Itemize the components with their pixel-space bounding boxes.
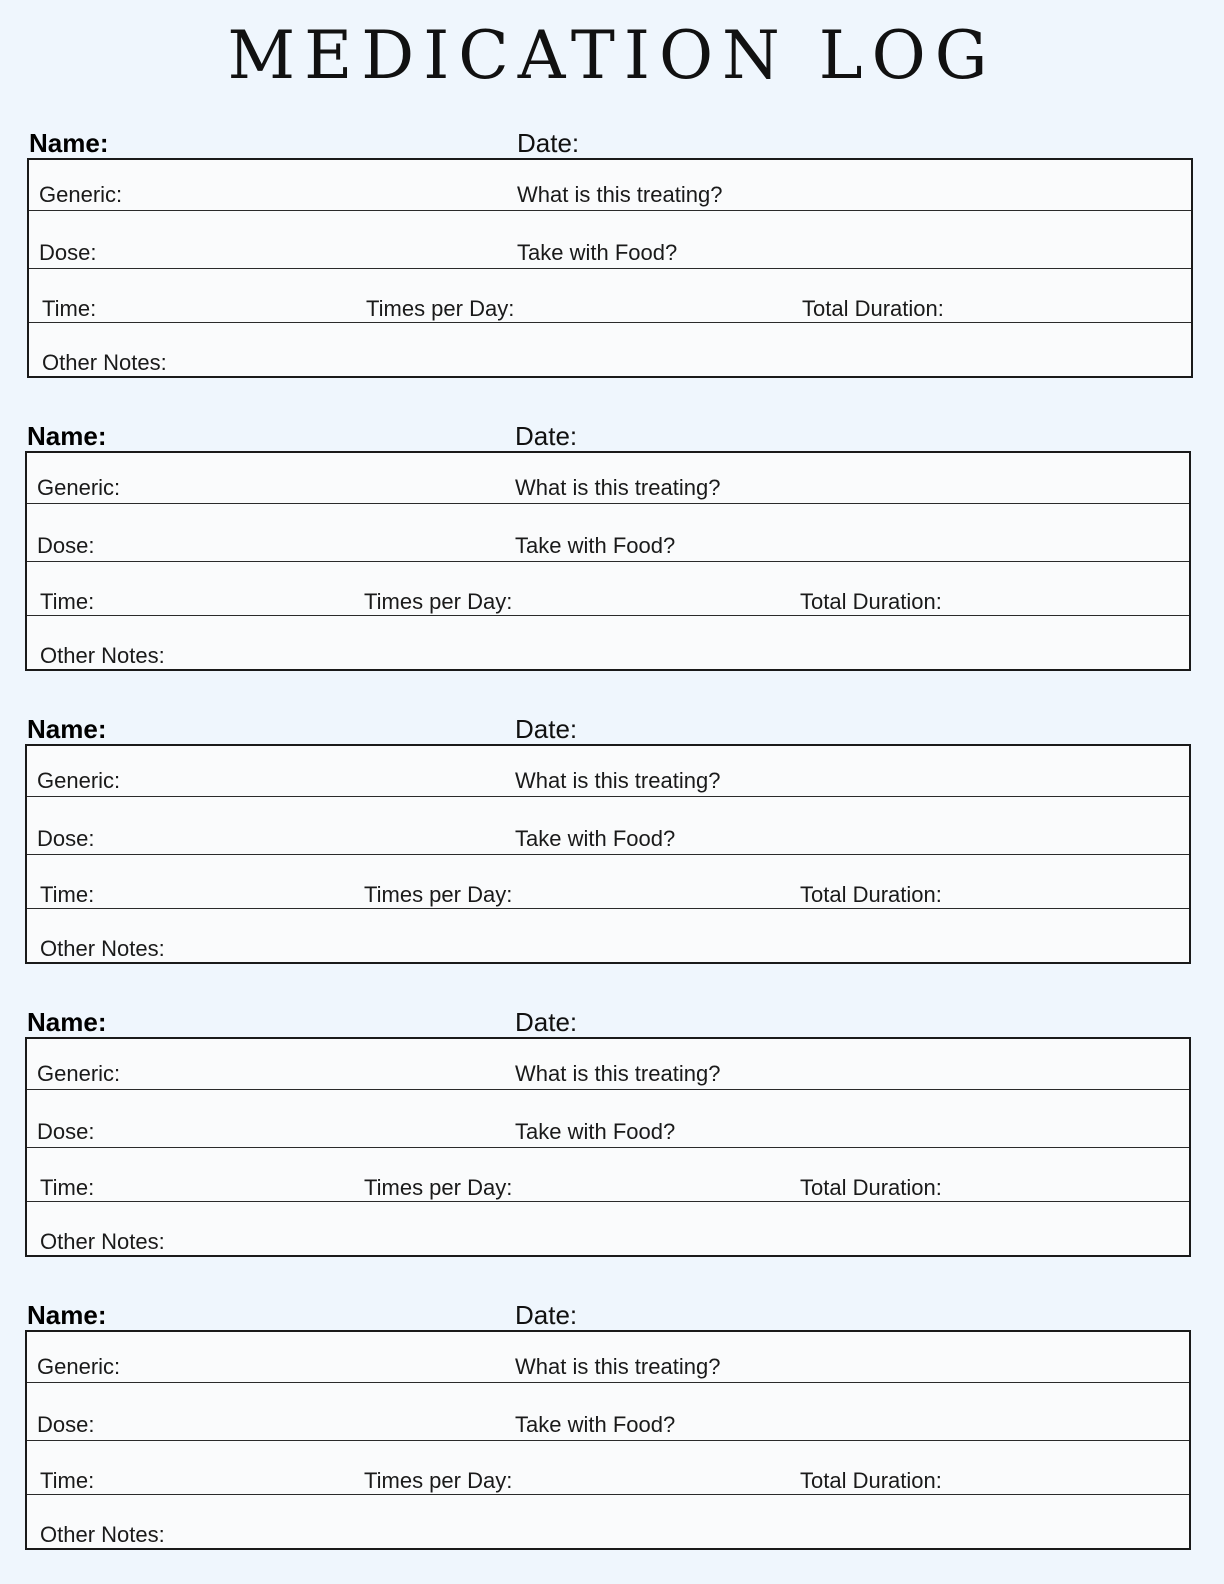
treating-label: What is this treating? — [515, 1061, 721, 1086]
times-per-day-label: Times per Day: — [364, 589, 513, 614]
dose-label: Dose: — [37, 826, 95, 851]
total-duration-label: Total Duration: — [800, 1468, 942, 1493]
generic-row[interactable] — [27, 1039, 1189, 1090]
generic-label: Generic: — [37, 1061, 121, 1086]
time-row[interactable] — [27, 856, 1189, 909]
generic-label: Generic: — [37, 1354, 121, 1379]
other-notes-row[interactable] — [27, 910, 1189, 962]
treating-label: What is this treating? — [515, 768, 721, 793]
dose-label: Dose: — [37, 1119, 95, 1144]
other-notes-label: Other Notes: — [40, 643, 165, 668]
total-duration-label: Total Duration: — [800, 882, 942, 907]
medication-entry — [25, 421, 1191, 671]
other-notes-label: Other Notes: — [40, 1229, 165, 1254]
dose-label: Dose: — [39, 240, 97, 265]
dose-row[interactable] — [27, 798, 1189, 855]
time-row[interactable] — [29, 270, 1191, 323]
generic-label: Generic: — [37, 475, 121, 500]
dose-row[interactable] — [29, 212, 1191, 269]
treating-label: What is this treating? — [517, 182, 723, 207]
generic-row[interactable] — [27, 1332, 1189, 1383]
medication-entry — [27, 128, 1193, 378]
time-label: Time: — [42, 296, 97, 321]
generic-row[interactable] — [29, 160, 1191, 211]
food-label: Take with Food? — [515, 533, 676, 558]
food-label: Take with Food? — [515, 1412, 676, 1437]
other-notes-row[interactable] — [27, 1203, 1189, 1255]
medication-entry — [25, 1300, 1191, 1550]
other-notes-row[interactable] — [27, 617, 1189, 669]
date-label: Date: — [515, 1007, 578, 1037]
generic-row[interactable] — [27, 746, 1189, 797]
other-notes-row[interactable] — [27, 1496, 1189, 1548]
entry-table — [25, 451, 1191, 671]
dose-row[interactable] — [27, 1384, 1189, 1441]
food-label: Take with Food? — [517, 240, 678, 265]
name-label: Name: — [27, 421, 107, 451]
time-label: Time: — [40, 1175, 95, 1200]
total-duration-label: Total Duration: — [802, 296, 944, 321]
treating-label: What is this treating? — [515, 475, 721, 500]
entry-table — [25, 1037, 1191, 1257]
other-notes-label: Other Notes: — [42, 350, 167, 375]
date-label: Date: — [515, 714, 578, 744]
generic-label: Generic: — [37, 768, 121, 793]
name-label: Name: — [27, 714, 107, 744]
dose-label: Dose: — [37, 533, 95, 558]
food-label: Take with Food? — [515, 826, 676, 851]
dose-row[interactable] — [27, 1091, 1189, 1148]
entry-table — [27, 158, 1193, 378]
generic-label: Generic: — [39, 182, 123, 207]
name-label: Name: — [27, 1300, 107, 1330]
medication-entry — [25, 714, 1191, 964]
time-label: Time: — [40, 589, 95, 614]
total-duration-label: Total Duration: — [800, 1175, 942, 1200]
times-per-day-label: Times per Day: — [364, 882, 513, 907]
entry-table — [25, 744, 1191, 964]
food-label: Take with Food? — [515, 1119, 676, 1144]
dose-row[interactable] — [27, 505, 1189, 562]
dose-label: Dose: — [37, 1412, 95, 1437]
time-row[interactable] — [27, 1442, 1189, 1495]
medication-entry — [25, 1007, 1191, 1257]
time-label: Time: — [40, 1468, 95, 1493]
other-notes-label: Other Notes: — [40, 1522, 165, 1547]
name-label: Name: — [27, 1007, 107, 1037]
time-label: Time: — [40, 882, 95, 907]
date-label: Date: — [515, 1300, 578, 1330]
time-row[interactable] — [27, 1149, 1189, 1202]
date-label: Date: — [517, 128, 580, 158]
other-notes-row[interactable] — [29, 324, 1191, 376]
date-label: Date: — [515, 421, 578, 451]
treating-label: What is this treating? — [515, 1354, 721, 1379]
name-label: Name: — [29, 128, 109, 158]
total-duration-label: Total Duration: — [800, 589, 942, 614]
time-row[interactable] — [27, 563, 1189, 616]
times-per-day-label: Times per Day: — [366, 296, 515, 321]
entry-table — [25, 1330, 1191, 1550]
other-notes-label: Other Notes: — [40, 936, 165, 961]
times-per-day-label: Times per Day: — [364, 1468, 513, 1493]
page-title: MEDICATION LOG — [227, 17, 997, 94]
times-per-day-label: Times per Day: — [364, 1175, 513, 1200]
generic-row[interactable] — [27, 453, 1189, 504]
